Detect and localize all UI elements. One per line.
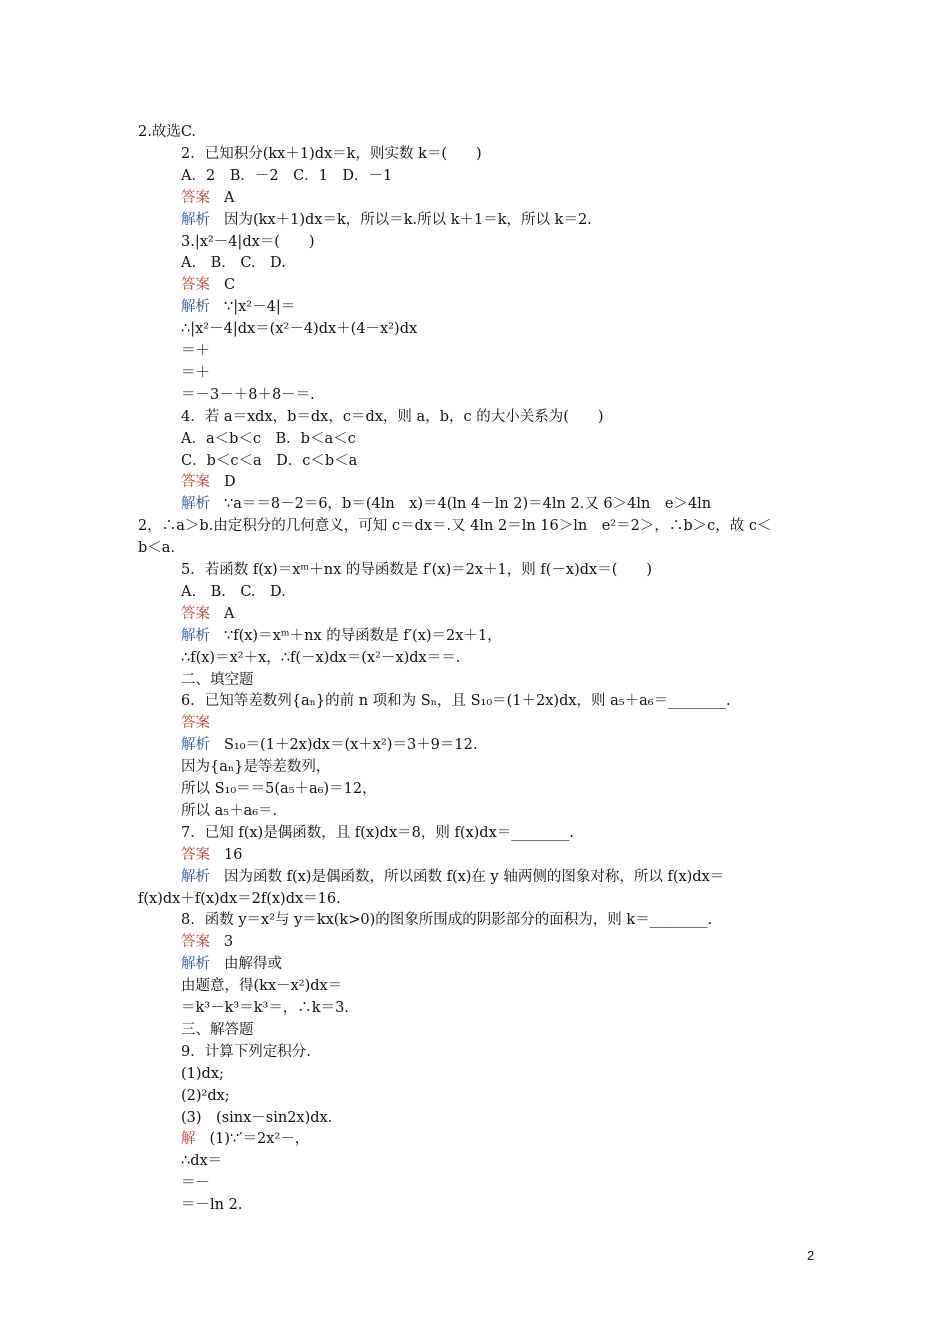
line-text: ＝－ xyxy=(181,1175,210,1192)
line-text: 2，∴a＞b.由定积分的几何意义，可知 c＝dx＝.又 4ln 2＝ln 16＞ln e²＝2＞，∴b＞c，故 c＜ xyxy=(138,518,772,535)
text-line xyxy=(0,581,950,603)
text-line xyxy=(0,318,950,340)
text-line xyxy=(0,1019,950,1041)
answer-label: 答案 xyxy=(181,846,210,863)
line-text: ＝＋ xyxy=(181,364,210,381)
text-line xyxy=(0,1063,950,1085)
analysis-label: 解析 xyxy=(181,627,210,644)
line-text: A. B. C. D. xyxy=(181,255,286,272)
text-line xyxy=(0,165,950,187)
text-line xyxy=(0,866,950,888)
text-line xyxy=(0,997,950,1019)
text-line xyxy=(0,975,950,997)
line-text: (1)dx; xyxy=(181,1065,224,1082)
line-text: ∵a＝＝8－2＝6，b＝(4ln x)＝4(ln 4－ln 2)＝4ln 2.又 6＞4ln e＞4ln xyxy=(224,496,712,513)
text-line xyxy=(0,1041,950,1063)
text-line xyxy=(0,1150,950,1172)
page-number: 2 xyxy=(807,1248,815,1263)
text-line xyxy=(0,428,950,450)
line-text: 3 xyxy=(224,934,234,951)
text-line xyxy=(0,252,950,274)
line-text: b＜a. xyxy=(138,540,176,557)
text-line xyxy=(0,625,950,647)
line-text: C xyxy=(224,277,236,294)
line-text: D xyxy=(224,474,236,491)
line-text: 因为函数 f(x)是偶函数，所以函数 f(x)在 y 轴两侧的图象对称，所以 f(x)dx＝ xyxy=(224,868,725,885)
line-text: 三、解答题 xyxy=(181,1021,254,1038)
text-line xyxy=(0,844,950,866)
line-text: 二、填空题 xyxy=(181,671,254,688)
line-text: 由题意，得(kx－x²)dx＝ xyxy=(181,978,343,995)
line-text: S₁₀＝(1＋2x)dx＝(x＋x²)＝3＋9＝12. xyxy=(224,737,478,754)
answer-label: 答案 xyxy=(181,934,210,951)
line-text: 6．已知等差数列{aₙ}的前 n 项和为 Sₙ，且 S₁₀＝(1＋2x)dx，则 a₅＋a₆＝________. xyxy=(181,693,731,710)
line-text: 16 xyxy=(224,846,243,863)
analysis-label: 解析 xyxy=(181,299,210,316)
analysis-label: 解析 xyxy=(181,496,210,513)
text-line xyxy=(0,384,950,406)
text-line xyxy=(0,559,950,581)
text-line xyxy=(0,274,950,296)
line-text: ＝－3－＋8＋8－＝. xyxy=(181,386,315,403)
text-line xyxy=(0,406,950,428)
line-text: C．b＜c＜a D．c＜b＜a xyxy=(181,452,358,469)
text-line xyxy=(0,669,950,691)
line-text: 5．若函数 f(x)＝xᵐ＋nx 的导函数是 f′(x)＝2x＋1，则 f(－x)dx＝( ) xyxy=(181,562,653,578)
line-text: 8．函数 y＝x²与 y＝kx(k>0)的图象所围成的阴影部分的面积为，则 k＝________. xyxy=(181,912,713,929)
line-text: f(x)dx＋f(x)dx＝2f(x)dx＝16. xyxy=(138,890,341,907)
text-line xyxy=(0,1128,950,1150)
text-line xyxy=(0,1107,950,1129)
text-line xyxy=(0,296,950,318)
text-line xyxy=(0,515,950,537)
line-text: ∵|x²－4|＝ xyxy=(224,299,296,316)
line-text: 因为{aₙ}是等差数列， xyxy=(181,759,331,776)
line-text: (3) (sinx－sin2x)dx. xyxy=(181,1109,333,1126)
analysis-label: 解析 xyxy=(181,737,210,754)
line-text: 因为(kx＋1)dx＝k，所以＝k.所以 k＋1＝k，所以 k＝2. xyxy=(224,211,592,228)
line-text: (2)²dx; xyxy=(181,1087,230,1104)
answer-label: 答案 xyxy=(181,605,210,622)
text-line xyxy=(0,362,950,384)
line-text: ＝k³－k³＝k³＝，∴k＝3. xyxy=(181,1000,349,1016)
answer-label: 答案 xyxy=(181,189,210,206)
text-line xyxy=(0,888,950,910)
analysis-label: 解析 xyxy=(181,211,210,228)
text-line xyxy=(0,493,950,515)
text-line xyxy=(0,187,950,209)
text-line xyxy=(0,909,950,931)
text-line xyxy=(0,647,950,669)
line-text: ＝＋ xyxy=(181,343,210,359)
line-text: A. B. C. D. xyxy=(181,583,286,600)
text-line xyxy=(0,121,950,143)
line-text: 由解得或 xyxy=(224,956,282,973)
text-line xyxy=(0,822,950,844)
line-text: A．2 B．－2 C．1 D．－1 xyxy=(181,167,393,184)
line-text: 7．已知 f(x)是偶函数，且 f(x)dx＝8，则 f(x)dx＝________. xyxy=(181,824,574,841)
text-line xyxy=(0,931,950,953)
line-text: A．a＜b＜c B．b＜a＜c xyxy=(181,430,356,447)
text-line xyxy=(0,1194,950,1216)
text-line xyxy=(0,953,950,975)
analysis-label: 解析 xyxy=(181,868,210,885)
text-line xyxy=(0,734,950,756)
line-text: 4．若 a＝xdx，b＝dx，c＝dx，则 a，b，c 的大小关系为( ) xyxy=(181,408,604,425)
line-text: 2.故选C. xyxy=(138,124,197,140)
line-text: ∴f(x)＝x²＋x，∴f(－x)dx＝(x²－x)dx＝＝. xyxy=(181,649,461,666)
line-text: (1)∵′＝2x²－， xyxy=(209,1131,310,1148)
line-text: 3.|x²－4|dx＝( ) xyxy=(181,233,315,250)
text-line xyxy=(0,231,950,253)
analysis-label: 解析 xyxy=(181,956,210,973)
text-line xyxy=(0,450,950,472)
text-line xyxy=(0,712,950,734)
line-text: A xyxy=(224,189,235,206)
answer-label: 答案 xyxy=(181,277,210,294)
answer-label: 答案 xyxy=(181,474,210,491)
text-line xyxy=(0,756,950,778)
line-text: ∴dx＝ xyxy=(181,1153,223,1170)
text-line xyxy=(0,800,950,822)
text-line xyxy=(0,471,950,493)
line-text: 9．计算下列定积分. xyxy=(181,1043,311,1060)
text-line xyxy=(0,1085,950,1107)
text-line xyxy=(0,603,950,625)
line-text: A xyxy=(224,605,235,622)
answer-label: 答案 xyxy=(181,715,210,732)
solution-label: 解 xyxy=(181,1131,196,1148)
text-line xyxy=(0,537,950,559)
line-text: ＝－ln 2. xyxy=(181,1197,243,1214)
text-line xyxy=(0,340,950,362)
text-line xyxy=(0,690,950,712)
line-text: 所以 S₁₀＝＝5(a₅＋a₆)＝12， xyxy=(181,781,377,797)
text-line xyxy=(0,209,950,231)
line-text: ∵f(x)＝xᵐ＋nx 的导函数是 f′(x)＝2x＋1， xyxy=(224,627,502,644)
line-text: 2．已知积分(kx＋1)dx＝k，则实数 k＝( ) xyxy=(181,145,482,162)
line-text: 所以 a₅＋a₆＝. xyxy=(181,802,278,819)
text-line xyxy=(0,1172,950,1194)
line-text: ∴|x²－4|dx＝(x²－4)dx＋(4－x²)dx xyxy=(181,321,418,338)
text-line xyxy=(0,143,950,165)
text-line xyxy=(0,778,950,800)
